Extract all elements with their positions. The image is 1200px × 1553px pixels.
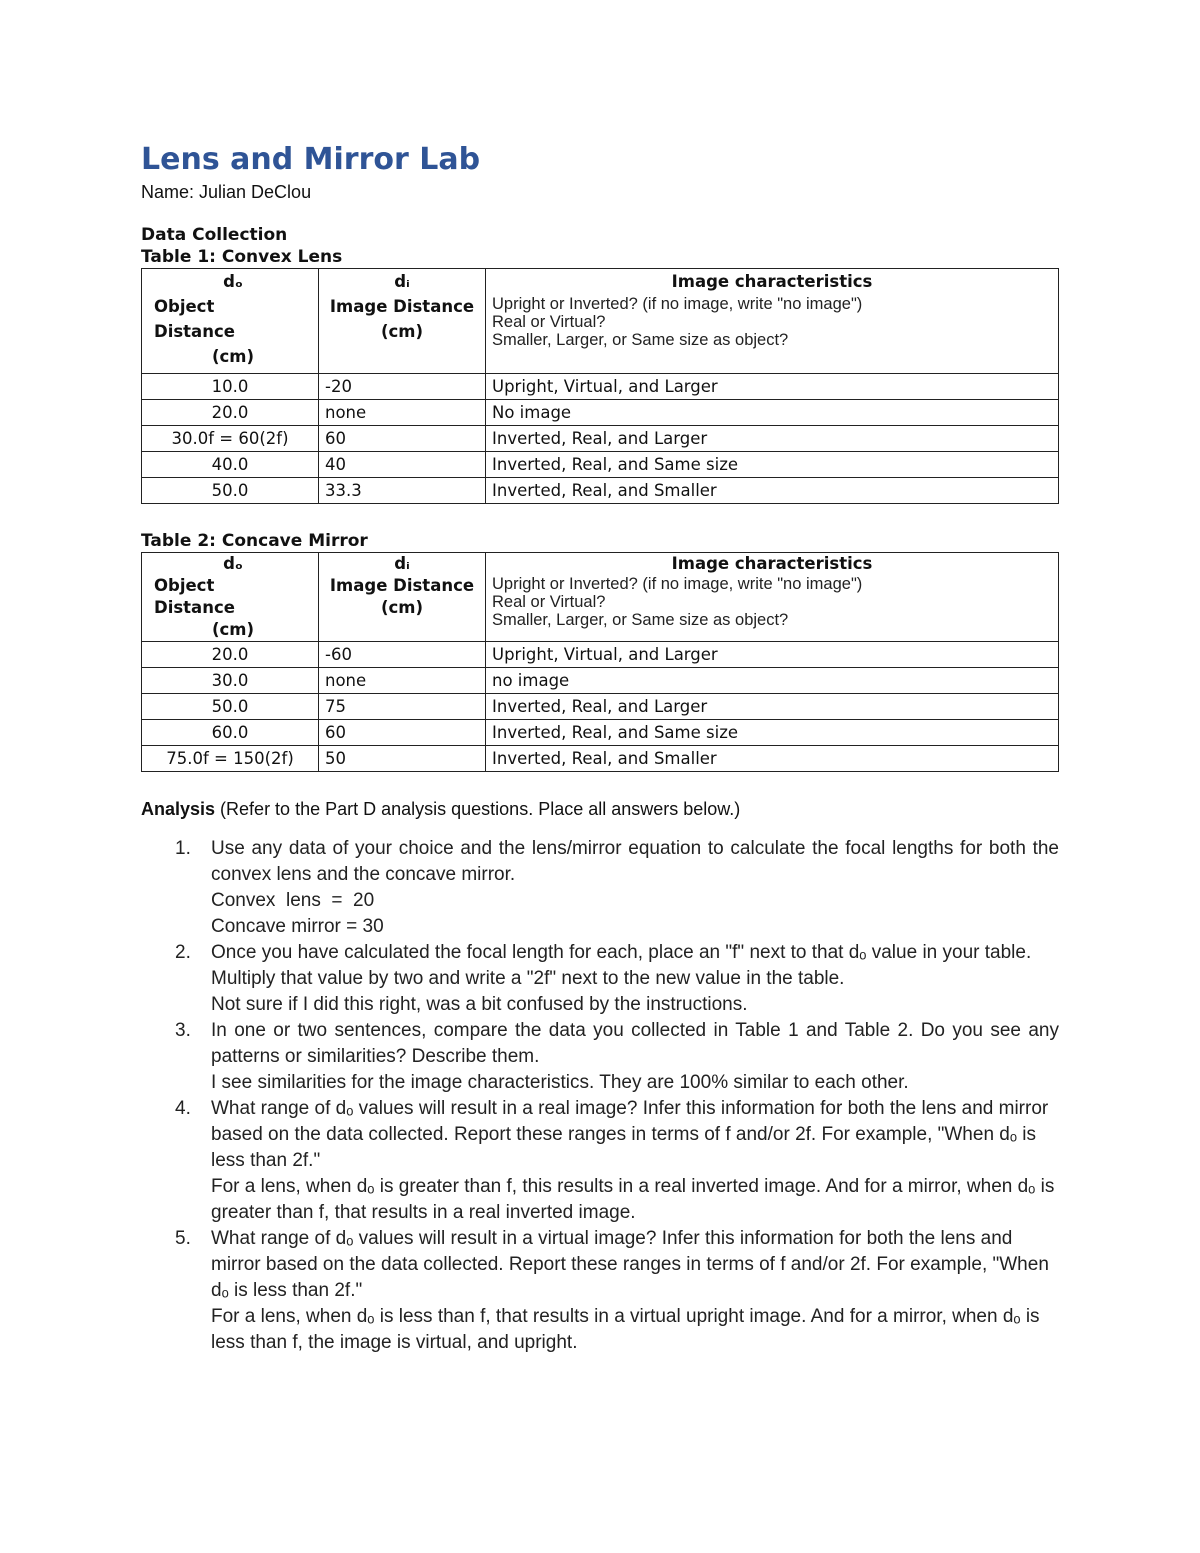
image-distance-cell: -60: [319, 642, 486, 668]
image-characteristics-header: Image characteristics Upright or Inverted? (if no image, write "no image") Real or Virtual? Smaller, Larger, or Same size as object?: [486, 553, 1059, 642]
object-distance-cell: 30.0: [142, 668, 319, 694]
table-row: [142, 694, 1059, 720]
image-distance-cell: -20: [319, 374, 486, 400]
image-characteristics-cell: No image: [486, 400, 1059, 426]
image-distance-header: dᵢ Image Distance (cm): [319, 269, 486, 374]
image-distance-cell: 33.3: [319, 478, 486, 504]
table-row: [142, 668, 1059, 694]
image-characteristics-cell: no image: [486, 668, 1059, 694]
image-characteristics-cell: Upright, Virtual, and Larger: [486, 374, 1059, 400]
table-header-row: [142, 553, 1059, 642]
list-item: [141, 1226, 1059, 1356]
concave-mirror-table: [141, 552, 1059, 772]
object-distance-cell: 20.0: [142, 642, 319, 668]
image-characteristics-cell: Inverted, Real, and Larger: [486, 694, 1059, 720]
table-row: [142, 746, 1059, 772]
image-distance-cell: 50: [319, 746, 486, 772]
image-distance-cell: none: [319, 400, 486, 426]
answer-text: Convex lens = 20: [211, 890, 375, 911]
image-distance-cell: 40: [319, 452, 486, 478]
image-distance-cell: none: [319, 668, 486, 694]
object-distance-cell: 10.0: [142, 374, 319, 400]
question-number: 1.: [175, 838, 191, 859]
analysis-label: Analysis: [141, 799, 216, 819]
image-characteristics-cell: Inverted, Real, and Same size: [486, 720, 1059, 746]
list-item: [141, 1018, 1059, 1096]
image-characteristics-header: Image characteristics Upright or Inverted? (if no image, write "no image") Real or Virtual? Smaller, Larger, or Same size as object?: [486, 269, 1059, 374]
question-number: 4.: [175, 1098, 191, 1119]
image-distance-header: dᵢ Image Distance (cm): [319, 553, 486, 642]
table-row: [142, 374, 1059, 400]
question-number: 2.: [175, 942, 191, 963]
object-distance-header: dₒ Object Distance (cm): [142, 553, 319, 642]
table-header-row: [142, 269, 1059, 374]
image-characteristics-cell: Inverted, Real, and Smaller: [486, 746, 1059, 772]
question-number: 5.: [175, 1228, 191, 1249]
answer-text: Not sure if I did this right, was a bit confused by the instructions.: [211, 994, 748, 1015]
image-distance-cell: 60: [319, 426, 486, 452]
answer-text: For a lens, when dₒ is greater than f, this results in a real inverted image. And for a mirror, when dₒ is greater than f, that results in a real inverted image.: [211, 1176, 1055, 1223]
question-text: Once you have calculated the focal length for each, place an "f" next to that dₒ value in your table. Multiply that value by two and write a "2f" next to the new value in the table.: [211, 942, 1032, 989]
object-distance-cell: 30.0f = 60(2f): [142, 426, 319, 452]
document-page: [141, 140, 1059, 1356]
object-distance-cell: 40.0: [142, 452, 319, 478]
table2-caption: Table 2: Concave Mirror: [141, 531, 368, 551]
question-number: 3.: [175, 1020, 191, 1041]
table-row: [142, 720, 1059, 746]
list-item: [141, 836, 1059, 940]
question-text: What range of dₒ values will result in a real image? Infer this information for both the lens and mirror based on the data collected. Report these ranges in terms of f and/or 2f. For example, "When dₒ is less than 2f.": [211, 1098, 1049, 1171]
object-distance-cell: 50.0: [142, 694, 319, 720]
object-distance-cell: 60.0: [142, 720, 319, 746]
analysis-intro: (Refer to the Part D analysis questions. Place all answers below.): [215, 799, 741, 819]
image-distance-cell: 75: [319, 694, 486, 720]
question-text: What range of dₒ values will result in a virtual image? Infer this information for both the lens and mirror based on the data collected. Report these ranges in terms of f and/or 2f. For example, "When dₒ is less than 2f.": [211, 1228, 1049, 1301]
list-item: [141, 1096, 1059, 1226]
image-characteristics-cell: Upright, Virtual, and Larger: [486, 642, 1059, 668]
list-item: [141, 940, 1059, 1018]
page-title: Lens and Mirror Lab: [141, 142, 481, 177]
answer-text: Concave mirror = 30: [211, 916, 384, 937]
table-row: [142, 452, 1059, 478]
analysis-heading: [141, 796, 1059, 822]
image-characteristics-cell: Inverted, Real, and Smaller: [486, 478, 1059, 504]
analysis-question-list: [141, 836, 1059, 1356]
question-text: In one or two sentences, compare the data you collected in Table 1 and Table 2. Do you see any patterns or similarities? Describe them.: [211, 1020, 1059, 1067]
image-distance-cell: 60: [319, 720, 486, 746]
object-distance-header: dₒ Object Distance (cm): [142, 269, 319, 374]
table-row: [142, 642, 1059, 668]
image-characteristics-cell: Inverted, Real, and Larger: [486, 426, 1059, 452]
student-name: Name: Julian DeClou: [141, 182, 312, 202]
data-collection-heading: Data Collection: [141, 225, 288, 245]
table-row: [142, 478, 1059, 504]
convex-lens-table: [141, 268, 1059, 504]
object-distance-cell: 75.0f = 150(2f): [142, 746, 319, 772]
table-row: [142, 426, 1059, 452]
answer-text: For a lens, when dₒ is less than f, that results in a virtual upright image. And for a mirror, when dₒ is less than f, the image is virtual, and upright.: [211, 1306, 1040, 1353]
table-row: [142, 400, 1059, 426]
object-distance-cell: 20.0: [142, 400, 319, 426]
table1-caption: Table 1: Convex Lens: [141, 247, 343, 267]
object-distance-cell: 50.0: [142, 478, 319, 504]
question-text: Use any data of your choice and the lens/mirror equation to calculate the focal lengths for both the convex lens and the concave mirror.: [211, 838, 1059, 885]
image-characteristics-cell: Inverted, Real, and Same size: [486, 452, 1059, 478]
answer-text: I see similarities for the image characteristics. They are 100% similar to each other.: [211, 1072, 909, 1093]
